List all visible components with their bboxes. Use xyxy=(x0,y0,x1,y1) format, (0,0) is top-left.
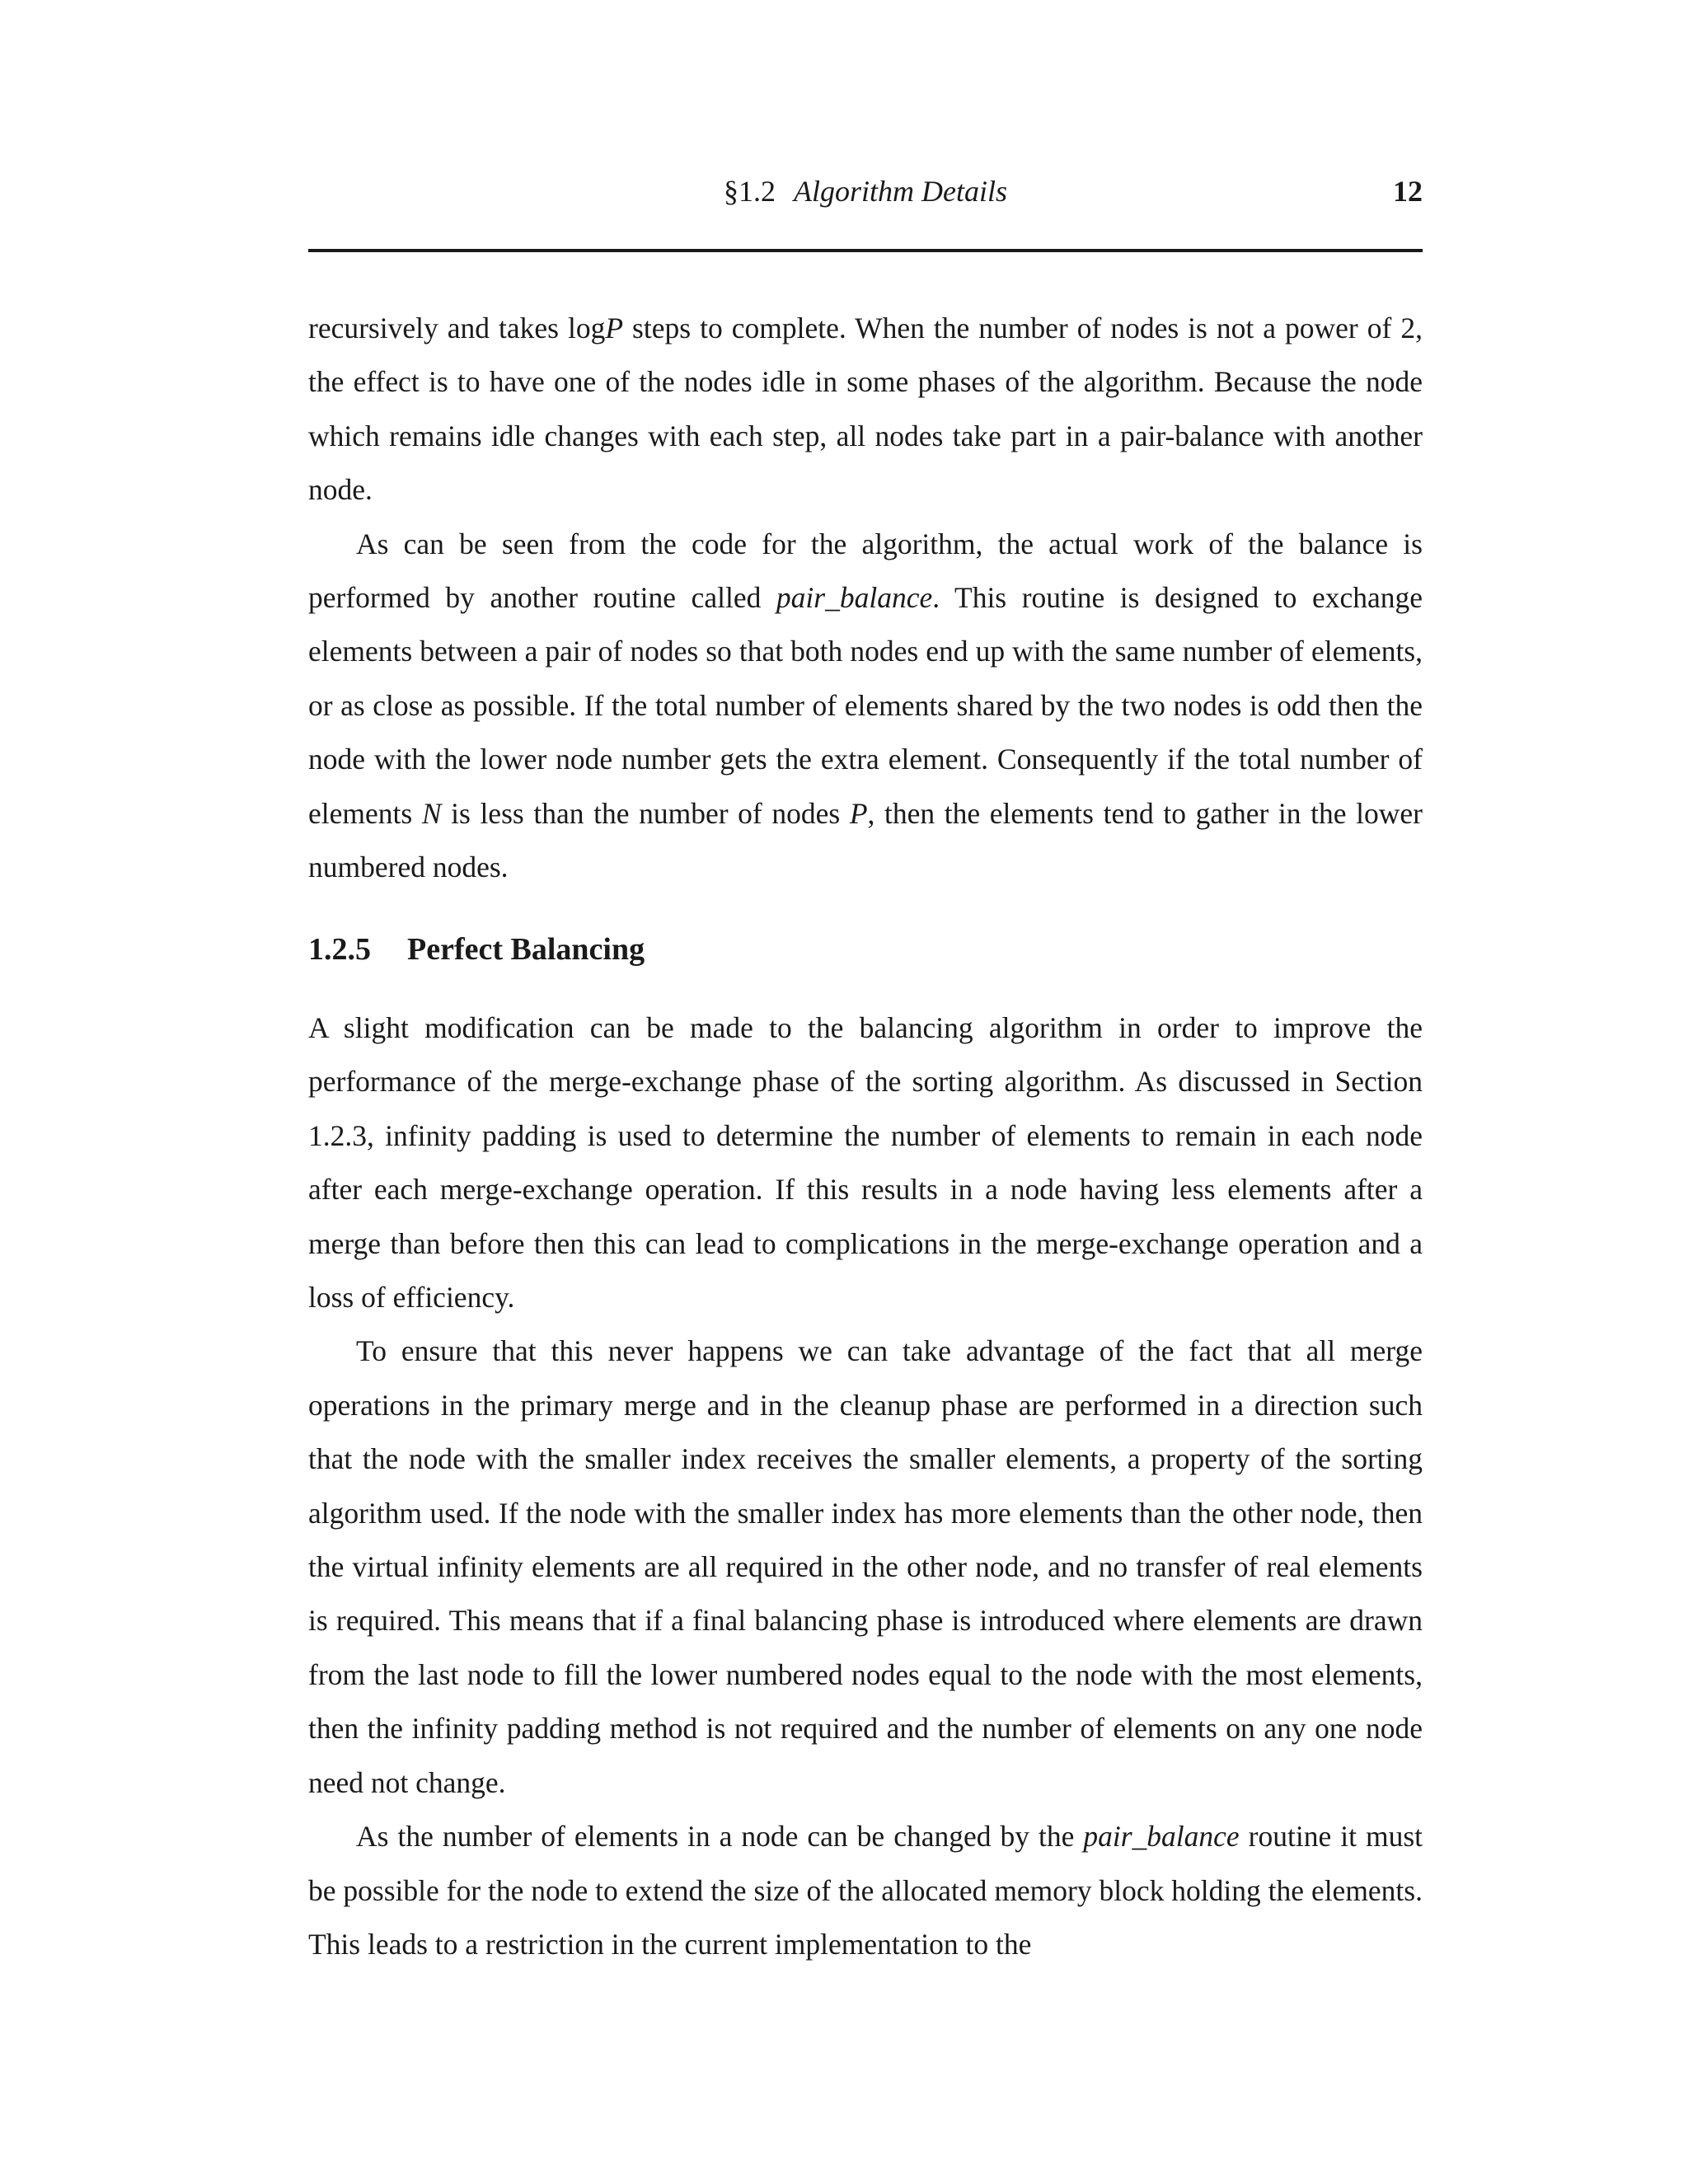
italic-run: P xyxy=(605,312,624,344)
paragraph xyxy=(308,1001,1423,1324)
text-run: routine it must be possible for the node to extend the size of the allocated memory block holding the elements. This leads to a restriction in the current implementation to the xyxy=(308,1820,1423,1961)
text-run: . This routine is designed to exchange elements between a pair of nodes so that both nodes end up with the same number of elements, or as close as possible. If the total number of elements shared by the two nodes is odd then the node with the lower node number gets the extra element. Consequently if the total number of elements xyxy=(308,581,1423,830)
text-run: As can be seen from the code for the algorithm, the actual work of the balance is performed by another routine called xyxy=(308,527,1423,615)
text-run: To ensure that this never happens we can take advantage of the fact that all merge operations in the primary merge and in the cleanup phase are performed in a direction such that the node with the smaller index receives the smaller elements, a property of the sorting algorithm used. If the node with the smaller index has more elements than the other node, then the virtual infinity elements are all required in the other node, and no transfer of real elements is required. This means that if a final balancing phase is introduced where elements are drawn from the last node to fill the lower numbered nodes equal to the node with the most elements, then the infinity padding method is not required and the number of elements on any one node need not change. xyxy=(308,1334,1423,1799)
subsection-number: 1.2.5 xyxy=(308,932,371,967)
italic-run: pair_balance xyxy=(776,581,933,615)
header-section-title xyxy=(308,170,1423,213)
paragraph xyxy=(308,1810,1423,1971)
paragraph xyxy=(308,302,1423,518)
running-header xyxy=(308,170,1423,213)
text-run: is less than the number of nodes xyxy=(441,796,850,830)
text-run: A slight modification can be made to the balancing algorithm in order to improve the performance of the merge-exchange phase of the sorting algorithm. As discussed in Section 1.2.3, infinity padding is used to determine the number of elements to remain in each node after each merge-exchange operation. If this results in a node having less elements after a merge than before then this can lead to complications in the merge-exchange operation and a loss of efficiency. xyxy=(308,1011,1423,1315)
subsection-heading xyxy=(308,925,645,974)
text-run: steps to complete. When the number of nodes is not a power of 2, the effect is to have one of the nodes idle in some phases of the algorithm. Because the node which remains idle changes with each step, all nodes take part in a pair-balance with another node. xyxy=(308,312,1423,507)
text-run: recursively and takes log xyxy=(308,312,606,344)
header-section-number: §1.2 xyxy=(724,175,776,208)
paragraph xyxy=(308,518,1423,895)
paragraph xyxy=(308,1324,1423,1810)
text-run: As the number of elements in a node can be changed by the xyxy=(356,1820,1084,1854)
text-run: , then the elements tend to gather in the lower numbered nodes. xyxy=(308,796,1423,884)
body-text-top xyxy=(308,302,1423,894)
italic-run: N xyxy=(421,796,442,830)
header-rule xyxy=(308,249,1423,252)
header-section-name: Algorithm Details xyxy=(794,175,1007,208)
page-number: 12 xyxy=(1393,175,1423,208)
italic-run: pair_balance xyxy=(1083,1820,1240,1854)
subsection-title: Perfect Balancing xyxy=(407,932,645,967)
body-text-bottom xyxy=(308,1001,1423,1971)
italic-run: P xyxy=(849,796,868,830)
